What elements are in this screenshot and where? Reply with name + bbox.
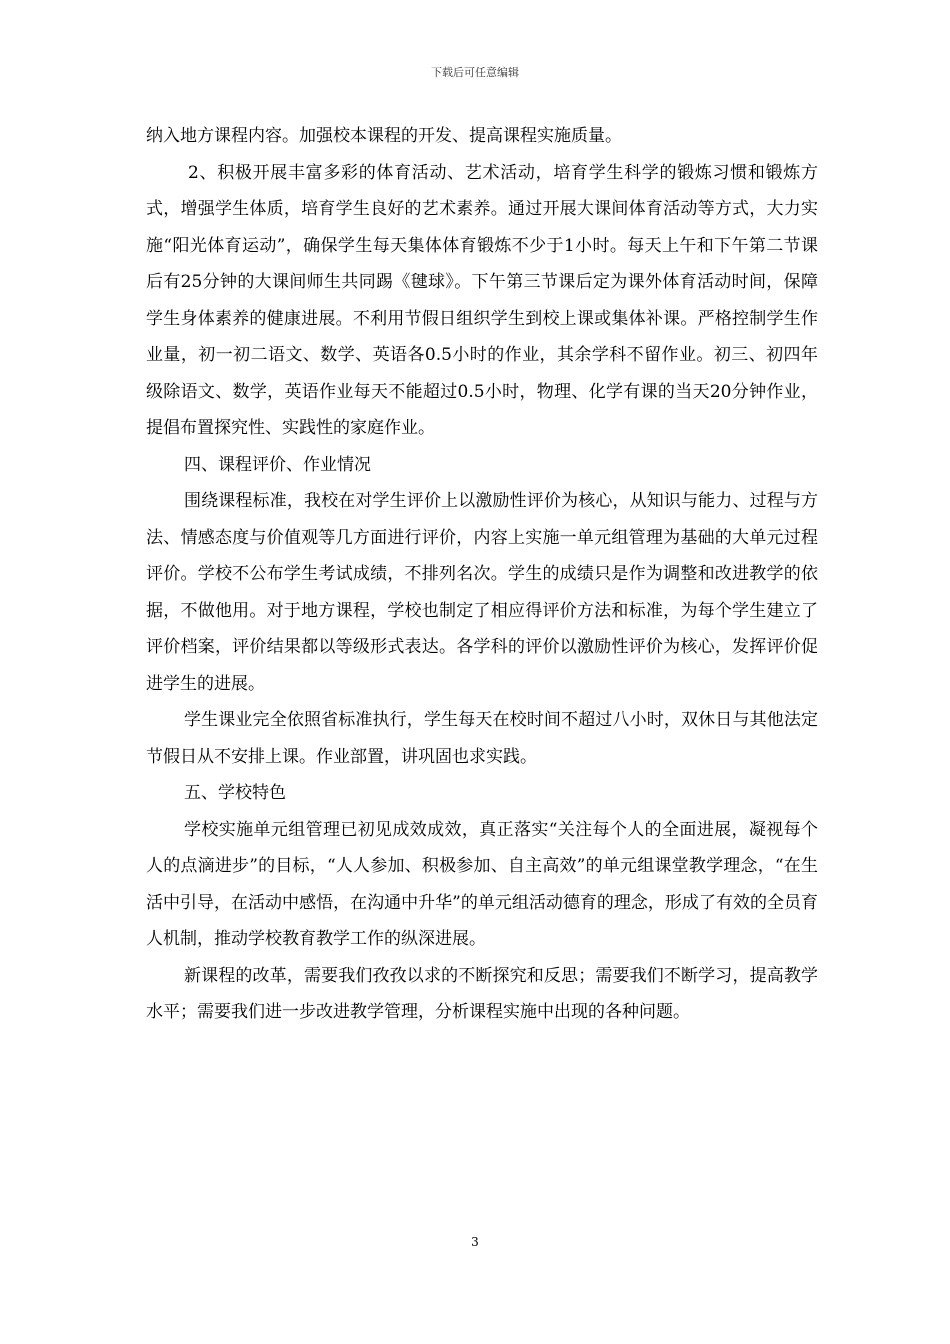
paragraph-evaluation: 围绕课程标准，我校在对学生评价上以激励性评价为核心，从知识与能力、过程与方法、情感态度与价值观等几方面进行评价，内容上实施一单元组管理为基础的大单元过程评价。学校不公布学生考试成绩，不排列名次。学生的成绩只是作为调整和改进教学的依据，不做他用。对于地方课程，学校也制定了相应得评价方法和标准，为每个学生建立了评价档案，评价结果都以等级形式表达。各学科的评价以激励性评价为核心，发挥评价促进学生的进展。 — [146, 491, 818, 694]
paragraph-continuation: 纳入地方课程内容。加强校本课程的开发、提高课程实施质量。 — [146, 126, 622, 146]
paragraph-sports-activities: 2、积极开展丰富多彩的体育活动、艺术活动，培育学生科学的锻炼习惯和锻炼方式，增强学生体质，培育学生良好的艺术素养。通过开展大课间体育活动等方式，大力实施“阳光体育运动”，确保学生每天集体体育锻炼不少于1小时。每天上午和下午第二节课后有25分钟的大课间师生共同踢《毽球》。下午第三节课后定为课外体育活动时间，保障学生身体素养的健康进展。不利用节假日组织学生到校上课或集体补课。严格控制学生作业量，初一初二语文、数学、英语各0.5小时的作业，其余学科不留作业。初三、初四年级除语文、数学，英语作业每天不能超过0.5小时，物理、化学有课的当天20分钟作业，提倡布置探究性、实践性的家庭作业。 — [146, 162, 818, 438]
page-number: 3 — [471, 1235, 479, 1249]
paragraph-conclusion: 新课程的改革，需要我们孜孜以求的不断探究和反思；需要我们不断学习，提高教学水平；需要我们进一步改进教学管理，分析课程实施中出现的各种问题。 — [146, 965, 818, 1022]
page-header: 下载后可任意编辑 — [431, 66, 519, 79]
section-heading-evaluation: 四、课程评价、作业情况 — [184, 454, 371, 475]
section-heading-features: 五、学校特色 — [184, 783, 286, 803]
paragraph-features: 学校实施单元组管理已初见成效成效，真正落实“关注每个人的全面进展，凝视每个人的点滴进步”的目标，“人人参加、积极参加、自主高效”的单元组课堂教学理念，“在生活中引导，在活动中感悟，在沟通中升华”的单元组活动德育的理念，形成了有效的全员育人机制，推动学校教育教学工作的纵深进展。 — [146, 819, 818, 949]
document-body — [146, 118, 818, 1031]
paragraph-workload: 学生课业完全依照省标准执行，学生每天在校时间不超过八小时，双休日与其他法定节假日从不安排上课。作业部置，讲巩固也求实践。 — [146, 710, 818, 767]
